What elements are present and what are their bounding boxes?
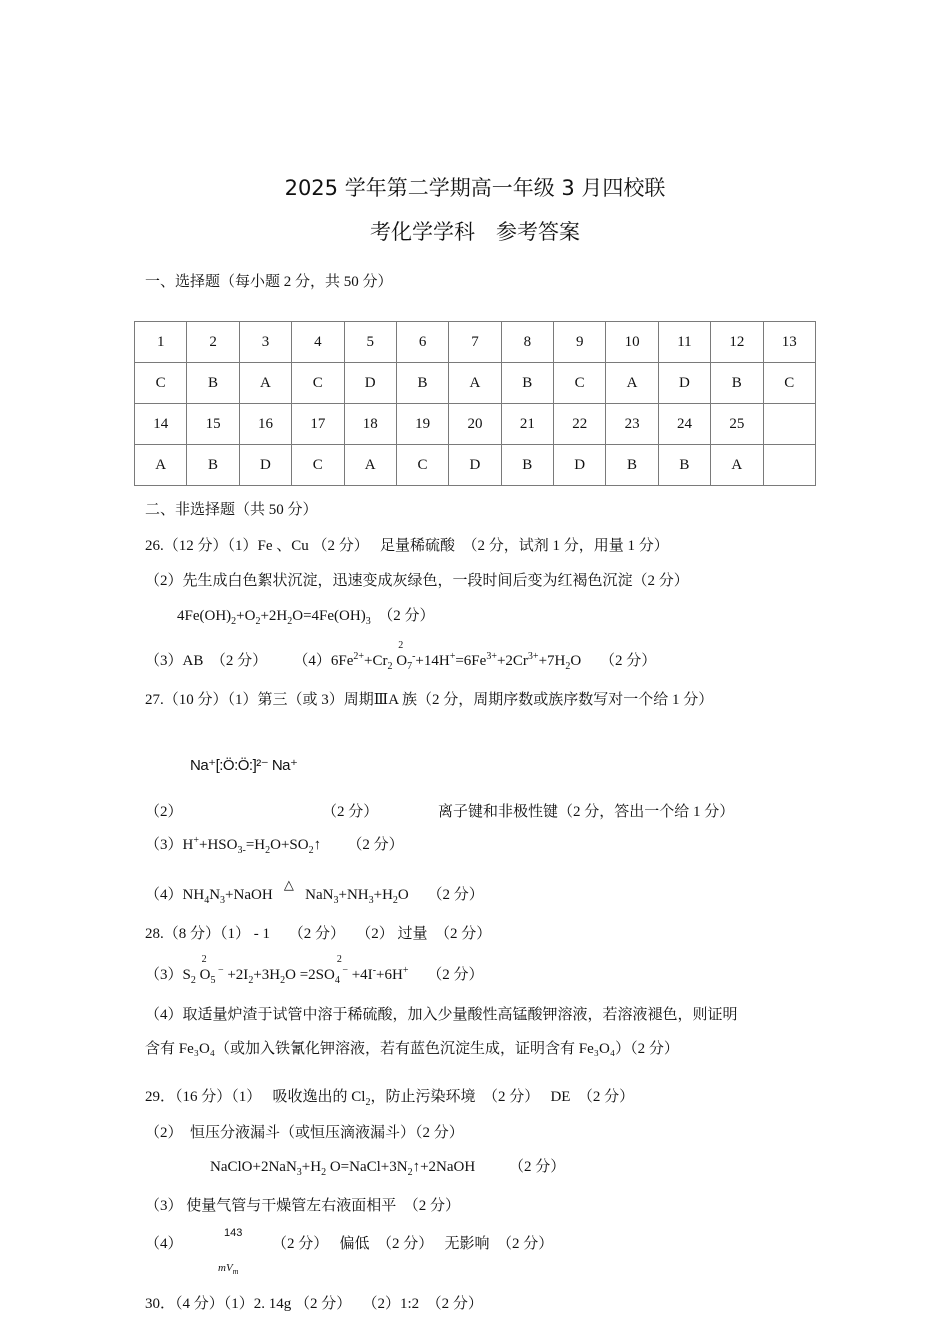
q29-line1: 29．（16 分）（1） 吸收逸出的 $Cl_2$，防止污染环境 （2 分） DE （2 分） [145,1089,635,1108]
table-cell: 12 [711,322,763,363]
q27-line2-answer: 离子键和非极性键（2 分，答出一个给 1 分） [438,804,735,820]
table-cell: 5 [344,322,396,363]
table-cell: 11 [658,322,710,363]
table-cell: 21 [501,404,553,445]
table-cell: B [187,363,239,404]
q27-line1: 27.（10 分）（1）第三（或 3）周期ⅢA 族（2 分，周期序数或族序数写对一个给 1 分） [145,692,714,708]
question-number-row [135,322,816,363]
q29-line4: （3） 使量气管与干燥管左右液面相平 （2 分） [145,1198,461,1214]
q27-line2-score: （2 分） [322,804,379,820]
table-cell: B [396,363,448,404]
table-cell: A [449,363,501,404]
answer-row [135,445,816,486]
q28-line3: （4）取适量炉渣于试管中溶于稀硫酸，加入少量酸性高锰酸钾溶液，若溶液褪色，则证明 [145,1007,738,1023]
table-cell: B [187,445,239,486]
table-cell: 18 [344,404,396,445]
table-cell: 8 [501,322,553,363]
fraction-numerator: 143 [224,1227,243,1239]
heat-condition-icon: △ [283,877,294,892]
table-cell: 3 [239,322,291,363]
table-cell: 13 [763,322,816,363]
q26-equation-1: $4Fe(OH)_2+O_2+2H_2O=4Fe(OH)_3$ （2 分） [177,608,435,627]
table-cell: D [344,363,396,404]
q27-line3: $(3)H^++HSO_{3-}=H_2O+SO_2↑$ （2 分） [145,835,404,856]
q28-line1: 28.（8 分）（1） - 1 （2 分） （2） 过量 （2 分） [145,926,492,942]
fraction-denominator: $mV_m$ [218,1262,239,1277]
q27-line2-label: （2） [145,804,183,820]
table-cell: 6 [396,322,448,363]
table-cell: 24 [658,404,710,445]
table-cell: A [344,445,396,486]
table-cell: 22 [554,404,606,445]
q30-line1: 30．（4 分）（1）2. 14g （2 分） （2）1:2 （2 分） [145,1296,483,1312]
table-cell: 4 [292,322,344,363]
table-cell: 20 [449,404,501,445]
table-cell [763,445,816,486]
q26-line1: 26.（12 分）（1）Fe 、Cu （2 分） 足量稀硫酸 （2 分，试剂 1 分，用量 1 分） [145,538,669,554]
table-cell: C [554,363,606,404]
table-cell: 25 [711,404,763,445]
question-number-row [135,404,816,445]
q29-line2: （2） 恒压分液漏斗（或恒压滴液漏斗）（2 分） [145,1125,464,1141]
table-cell: C [135,363,187,404]
section1-heading: 一、选择题（每小题 2 分，共 50 分） [145,274,393,290]
table-cell: B [606,445,658,486]
dichromate-stack: 2 $O_7^-$ [396,640,416,672]
q28-line2: $(3)S_2$ 2 $O_5$ $^- +2I_2+3H_2O =2SO$ 2 $_4$ − +4I-+6H+ （2 分） [145,954,484,986]
table-cell: B [501,363,553,404]
table-cell: A [135,445,187,486]
table-cell: 15 [187,404,239,445]
answer-table [134,321,816,486]
table-cell: 9 [554,322,606,363]
q26-line2: （2）先生成白色絮状沉淀，迅速变成灰绿色，一段时间后变为红褐色沉淀（2 分） [145,573,689,589]
q28-line4: 含有 Fe₃O₄（或加入铁氰化钾溶液，若有蓝色沉淀生成，证明含有 Fe₃O₄）（2 分） [145,1041,679,1057]
document-title: 2025 学年第二学期高一年级 3 月四校联 [284,176,666,200]
table-cell: 16 [239,404,291,445]
table-cell: D [554,445,606,486]
table-cell: 10 [606,322,658,363]
q29-equation: $NaClO+2NaN_3+H_2$ $O=NaCl+3N_2↑+2NaOH$ （2 分） [210,1159,566,1178]
table-cell: B [501,445,553,486]
table-cell: C [292,363,344,404]
table-cell: C [292,445,344,486]
sodium-peroxide-lewis-structure: Na⁺[:Ö:Ö:]²⁻ Na⁺ [190,757,298,774]
table-cell: 7 [449,322,501,363]
table-cell: D [239,445,291,486]
table-cell: 14 [135,404,187,445]
table-cell: A [711,445,763,486]
table-cell: 19 [396,404,448,445]
q29-line5-label: （4） [145,1236,183,1252]
document-subtitle: 考化学学科 参考答案 [370,220,580,244]
q29-line5-rest: （2 分） 偏低 （2 分） 无影响 （2 分） [272,1236,554,1252]
table-cell: C [396,445,448,486]
table-cell: B [711,363,763,404]
table-cell: C [763,363,816,404]
table-cell: 1 [135,322,187,363]
table-cell: D [449,445,501,486]
table-cell: A [606,363,658,404]
table-cell: 23 [606,404,658,445]
q27-line4: $(4)NH_4N_3+NaOH$ △ $NaN_3+NH_3+H_2O$ （2 分） [145,877,484,906]
answer-row [135,363,816,404]
table-cell: 17 [292,404,344,445]
table-cell: A [239,363,291,404]
section2-heading: 二、非选择题（共 50 分） [145,502,318,518]
table-cell: D [658,363,710,404]
q26-line4: （3）AB （2 分） $(4)6Fe^{2+}+Cr_2$ 2 $O_7^-+14H^+=6Fe^{3+}+2Cr^{3+}+7H_2O$ （2 分） [145,640,657,672]
table-cell: 2 [187,322,239,363]
table-cell: B [658,445,710,486]
table-cell [763,404,816,445]
